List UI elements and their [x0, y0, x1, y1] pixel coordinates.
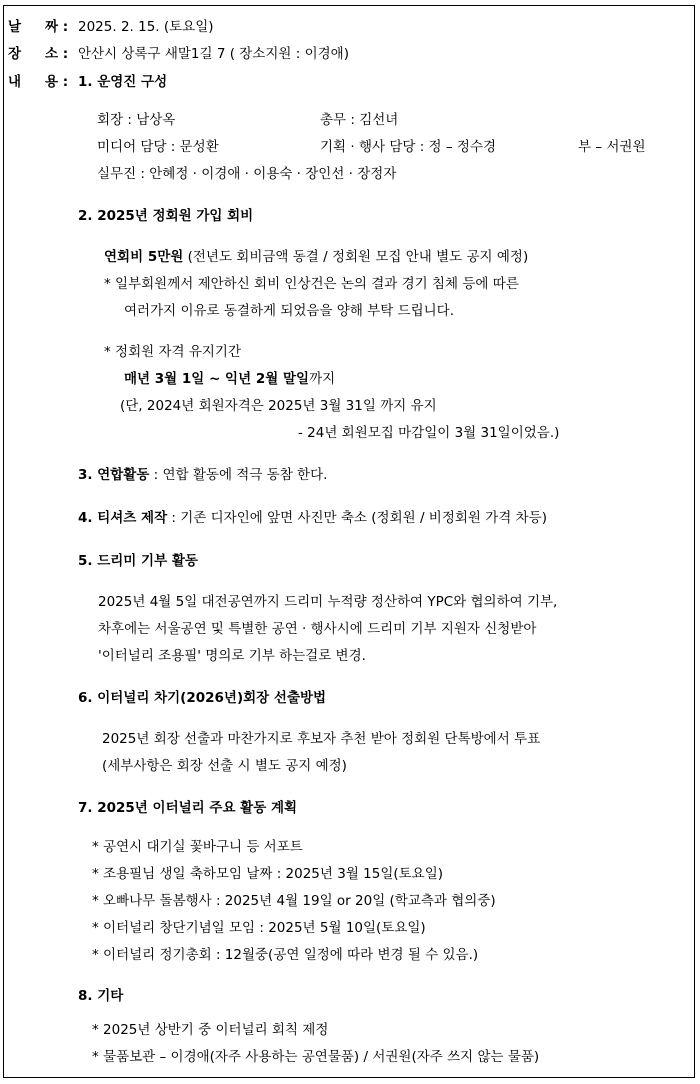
section7-heading: 7. 2025년 이터널리 주요 활동 계획 [78, 800, 298, 816]
exception-line1: (단, 2024년 회원자격은 2025년 3월 31일 까지 유지 [120, 398, 437, 414]
section5-line1: 2025년 4월 5일 대전공연까지 드리미 누적량 정산하여 YPC와 협의하여 기부, [98, 594, 558, 610]
period-value [124, 370, 335, 388]
place-label [8, 45, 68, 63]
staff-planning: 기획 · 행사 담당 : 정 – 정수경 [320, 139, 497, 155]
place-label-second: 소 : [45, 46, 69, 62]
period-label: * 정회원 자격 유지기간 [104, 344, 241, 360]
content-label [8, 73, 68, 91]
staff-practitioners: 실무진 : 안혜정 · 이경애 · 이용숙 · 장인선 · 장정자 [97, 166, 397, 182]
date-value: 2025. 2. 15. (토요일) [78, 19, 214, 35]
section8-heading: 8. 기타 [78, 988, 124, 1004]
section8-item: * 2025년 상반기 중 이터널리 회칙 제정 [92, 1022, 329, 1038]
fee-note: (전년도 회비금액 동결 / 정회원 모집 안내 별도 공지 예정) [183, 249, 529, 265]
staff-planning-vice: 부 – 서권원 [578, 139, 646, 155]
section7-item: * 이터널리 창단기념일 모임 : 2025년 5월 10일(토요일) [92, 920, 426, 936]
section6-line1: 2025년 회장 선출과 마찬가지로 후보자 추천 받아 정회원 단톡방에서 투표 [102, 731, 541, 747]
section8-item: * 물품보관 – 이경애(자주 사용하는 공연물품) / 서권원(자주 쓰지 않는 물품) [92, 1049, 540, 1065]
section4 [78, 509, 547, 527]
section2-note-line1: * 일부회원께서 제안하신 회비 인상건은 논의 결과 경기 침체 등에 따른 [104, 276, 519, 292]
section3-text: : 연합 활동에 적극 동참 한다. [149, 467, 328, 483]
section2-heading: 2. 2025년 정회원 가입 회비 [78, 208, 254, 224]
section7-item: * 오빠나무 돌봄행사 : 2025년 4월 19일 or 20일 (학교측과 협의중) [92, 893, 496, 909]
period-suffix: 까지 [309, 371, 336, 387]
section5-line2: 차후에는 서울공연 및 특별한 공연 · 행사시에 드리미 기부 지원자 신청받아 [98, 621, 537, 637]
section7-item: * 조용필님 생일 축하모임 날짜 : 2025년 3월 15일(토요일) [92, 866, 444, 882]
staff-media: 미디어 담당 : 문성환 [97, 139, 219, 155]
section4-text: : 기존 디자인에 앞면 사진만 축소 (정회원 / 비정회원 가격 차등) [167, 510, 547, 526]
section2-note-line2: 여러가지 이유로 동결하게 되었음을 양해 부탁 드립니다. [124, 303, 454, 319]
content-label-first: 내 [8, 74, 22, 90]
exception-line2: - 24년 회원모집 마감일이 3월 31일이었음.) [298, 425, 560, 441]
date-label [8, 18, 68, 36]
section4-heading: 4. 티셔츠 제작 [78, 510, 168, 526]
section1-heading: 1. 운영진 구성 [78, 74, 168, 90]
section7-item: * 공연시 대기실 꽃바구니 등 서포트 [92, 839, 303, 855]
date-label-second: 짜 : [45, 19, 69, 35]
period-range: 매년 3월 1일 ~ 익년 2월 말일 [124, 371, 310, 387]
staff-general-affairs: 총무 : 김선녀 [320, 112, 399, 128]
place-label-first: 장 [8, 46, 22, 62]
section5-heading: 5. 드리미 기부 활동 [78, 553, 198, 569]
place-value: 안산시 상록구 새말1길 7 ( 장소지원 : 이경애) [78, 46, 349, 62]
section3-heading: 3. 연합활동 [78, 467, 150, 483]
fee-amount: 연회비 5만원 [104, 249, 184, 265]
section3 [78, 466, 327, 484]
staff-chair: 회장 : 남상옥 [97, 112, 176, 128]
content-label-second: 용 : [45, 74, 69, 90]
section7-item: * 이터널리 정기총회 : 12월중(공연 일정에 따라 변경 될 수 있음.) [92, 947, 479, 963]
section6-line2: (세부사항은 회장 선출 시 별도 공지 예정) [102, 758, 347, 774]
section5-line3: '이터널리 조용필' 명의로 기부 하는걸로 변경. [98, 648, 366, 664]
section6-heading: 6. 이터널리 차기(2026년)회장 선출방법 [78, 690, 327, 706]
date-label-first: 날 [8, 19, 22, 35]
section2-fee [104, 248, 528, 266]
